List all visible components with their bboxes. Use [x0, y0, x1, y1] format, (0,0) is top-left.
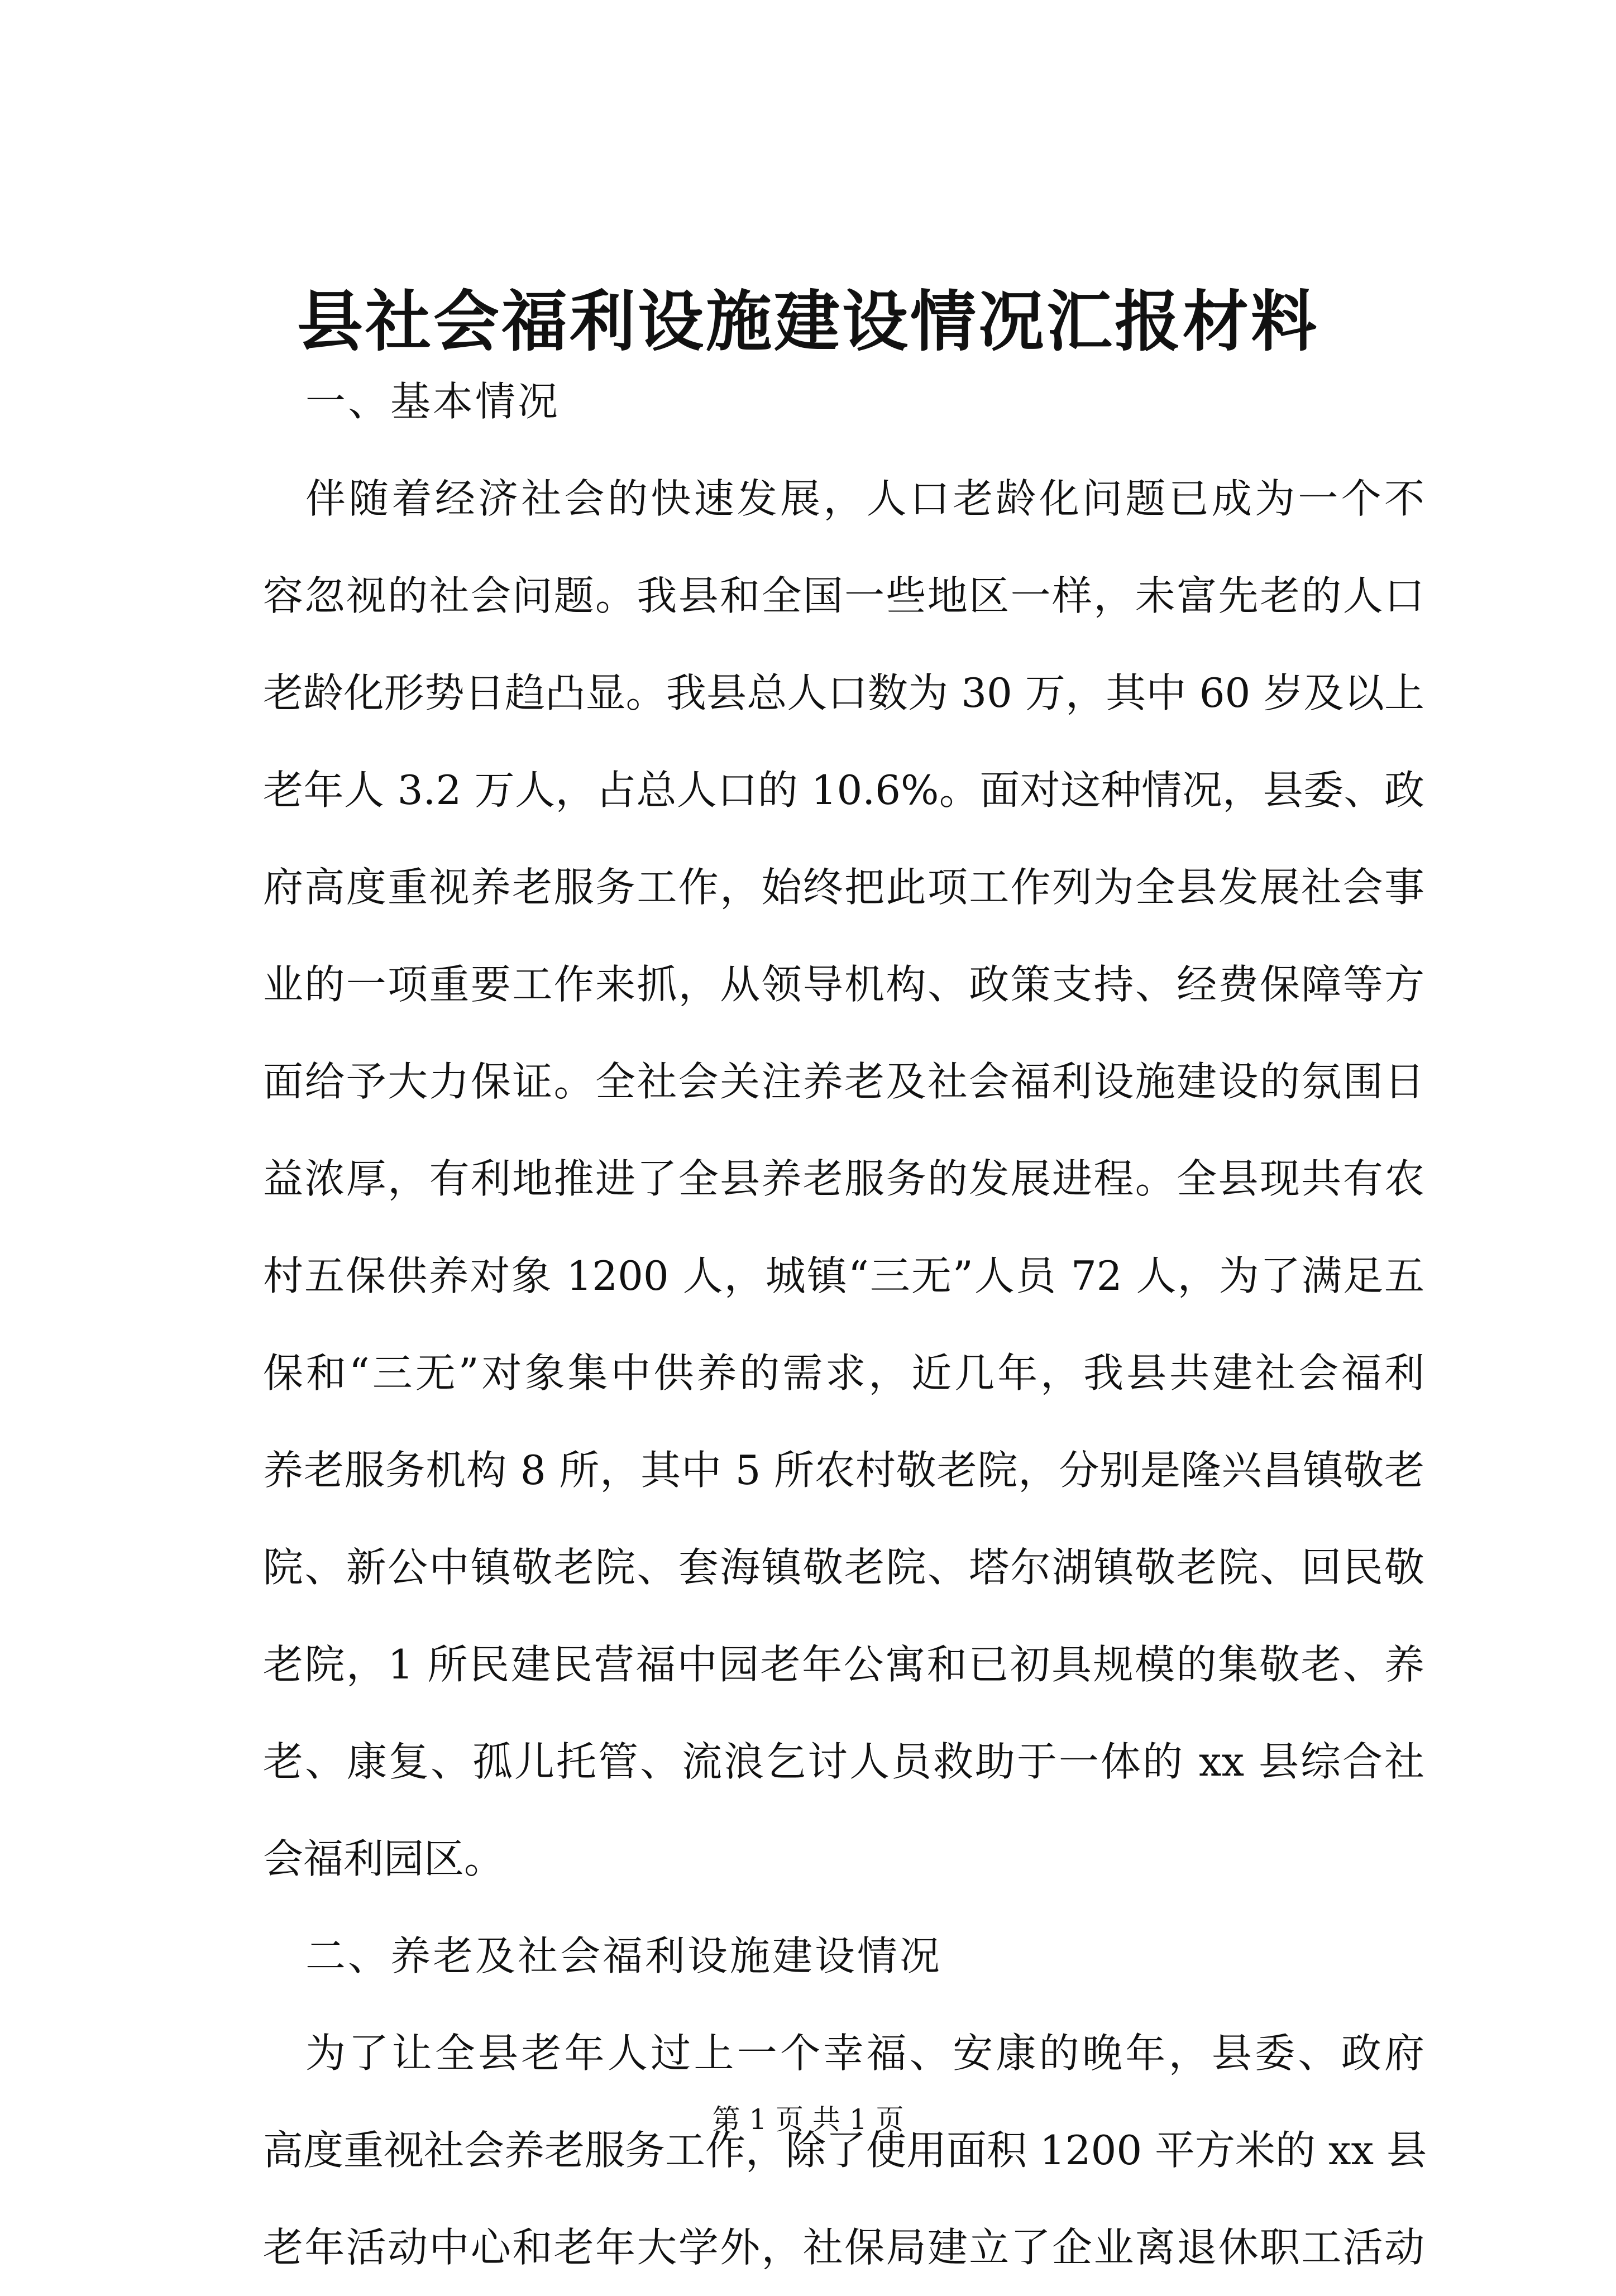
paragraph-line: 老院，1 所民建民营福中园老年公寓和已初具规模的集敬老、养 [263, 1641, 1424, 1688]
paragraph-line: 业的一项重要工作来抓，从领导机构、政策支持、经费保障等方 [263, 961, 1424, 1008]
paragraph-line: 会福利园区。 [263, 1835, 505, 1882]
paragraph-line: 面给予大力保证。全社会关注养老及社会福利设施建设的氛围日 [263, 1058, 1424, 1105]
paragraph-line: 府高度重视养老服务工作，始终把此项工作列为全县发展社会事 [263, 864, 1424, 911]
paragraph-line: 老龄化形势日趋凸显。我县总人口数为 30 万，其中 60 岁及以上 [263, 669, 1424, 716]
section-heading: 一、基本情况 [305, 378, 561, 425]
paragraph-line: 为了让全县老年人过上一个幸福、安康的晚年，县委、政府 [305, 2030, 1424, 2077]
paragraph-line: 高度重视社会养老服务工作，除了使用面积 1200 平方米的 xx 县 [263, 2127, 1427, 2174]
paragraph-line: 院、新公中镇敬老院、套海镇敬老院、塔尔湖镇敬老院、回民敬 [263, 1544, 1424, 1591]
document-body [263, 353, 1427, 2296]
paragraph-line: 益浓厚，有利地推进了全县养老服务的发展进程。全县现共有农 [263, 1155, 1424, 1202]
section-heading: 二、养老及社会福利设施建设情况 [305, 1933, 943, 1979]
paragraph-line: 老年人 3.2 万人，占总人口的 10.6%。面对这种情况，县委、政 [263, 767, 1424, 814]
paragraph-line: 养老服务机构 8 所，其中 5 所农村敬老院，分别是隆兴昌镇敬老 [263, 1447, 1424, 1494]
page-number-footer: 第 1 页 共 1 页 [712, 2103, 904, 2136]
paragraph-line: 村五保供养对象 1200 人，城镇“三无”人员 72 人，为了满足五 [263, 1252, 1424, 1299]
document-title: 县社会福利设施建设情况汇报材料 [297, 283, 1319, 360]
paragraph-line: 老、康复、孤儿托管、流浪乞讨人员救助于一体的 xx 县综合社 [263, 1738, 1424, 1785]
paragraph-line: 伴随着经济社会的快速发展，人口老龄化问题已成为一个不 [305, 475, 1424, 522]
paragraph-line: 保和“三无”对象集中供养的需求，近几年，我县共建社会福利 [263, 1350, 1424, 1396]
paragraph-line: 容忽视的社会问题。我县和全国一些地区一样，未富先老的人口 [263, 572, 1424, 619]
paragraph-line: 老年活动中心和老年大学外，社保局建立了企业离退休职工活动 [263, 2224, 1424, 2271]
